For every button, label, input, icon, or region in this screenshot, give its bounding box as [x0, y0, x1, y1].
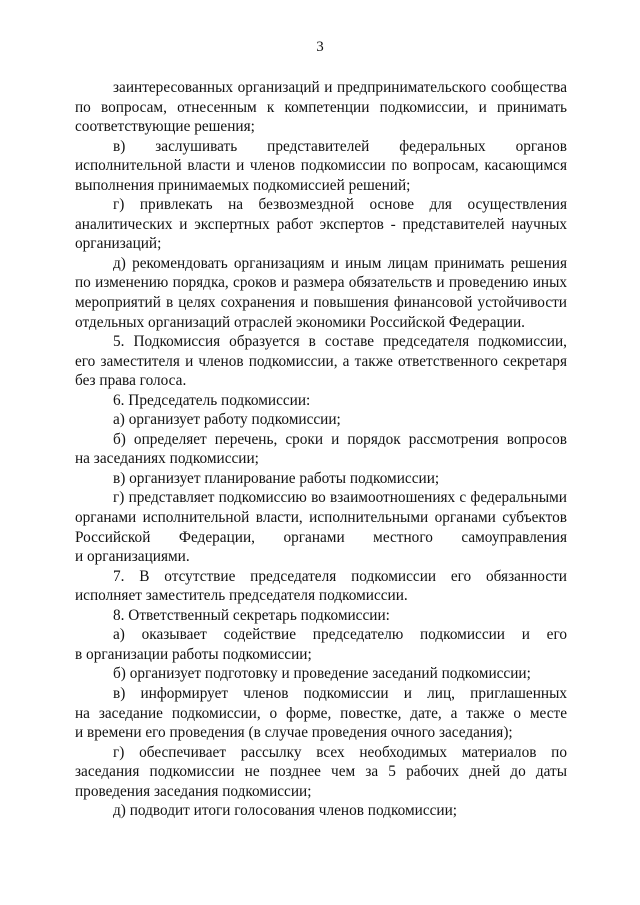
- text-line: заинтересованных организаций и предпринимательского сообщества: [113, 79, 567, 96]
- paragraph: [75, 410, 567, 430]
- text-line: д) рекомендовать организациям и иным лицам принимать решения: [113, 254, 567, 272]
- paragraph: [75, 78, 567, 137]
- text-line: и времени его проведения (в случае проведения очного заседания);: [75, 724, 513, 742]
- text-line: мероприятий в целях сохранения и повышения финансовой устойчивости: [75, 294, 567, 312]
- paragraph: [75, 195, 567, 254]
- text-line: проведения заседания подкомиссии;: [75, 782, 312, 800]
- text-line: по изменению порядка, сроков и размера обязательств и проведению иных: [75, 274, 567, 292]
- text-line: его заместителя и членов подкомиссии, а также ответственного секретаря: [75, 352, 567, 370]
- text-line: отдельных организаций отраслей экономики Российской Федерации.: [75, 313, 525, 331]
- text-line: 8. Ответственный секретарь подкомиссии:: [113, 606, 390, 624]
- text-line: по вопросам, отнесенным к компетенции подкомиссии, и принимать: [75, 98, 567, 116]
- text-line: б) определяет перечень, сроки и порядок рассмотрения вопросов: [113, 430, 567, 448]
- paragraph: [75, 567, 567, 606]
- text-line: 5. Подкомиссия образуется в составе председателя подкомиссии,: [113, 333, 567, 351]
- text-line: в организации работы подкомиссии;: [75, 645, 312, 663]
- text-line: заседания подкомиссии не позднее чем за 5 рабочих дней до даты: [75, 763, 567, 781]
- paragraph: [75, 332, 567, 391]
- text-line: организаций;: [75, 235, 162, 253]
- text-line: исполнительной власти и членов подкомиссии по вопросам, касающимся: [75, 157, 567, 175]
- text-line: 7. В отсутствие председателя подкомиссии его обязанности: [113, 567, 567, 585]
- text-line: г) представляет подкомиссию во взаимоотношениях с федеральными: [113, 489, 567, 507]
- text-line: на заседание подкомиссии, о форме, повестке, дате, а также о месте: [75, 704, 567, 722]
- paragraph: [75, 625, 567, 664]
- paragraph: [75, 391, 567, 411]
- paragraph: [75, 254, 567, 332]
- text-line: б) организует подготовку и проведение заседаний подкомиссии;: [113, 665, 531, 683]
- paragraph: [75, 430, 567, 469]
- text-line: соответствующие решения;: [75, 118, 255, 136]
- text-line: д) подводит итоги голосования членов подкомиссии;: [113, 802, 458, 820]
- text-line: г) обеспечивает рассылку всех необходимых материалов по: [113, 743, 567, 761]
- text-line: а) организует работу подкомиссии;: [113, 411, 341, 429]
- page-number: 3: [316, 39, 324, 55]
- paragraph: [75, 488, 567, 566]
- paragraph: [75, 469, 567, 489]
- text-line: 6. Председатель подкомиссии:: [113, 391, 311, 409]
- text-line: органами исполнительной власти, исполнительными органами субъектов: [75, 509, 567, 527]
- text-line: выполнения принимаемых подкомиссией решений;: [75, 176, 411, 194]
- text-line: и организациями.: [75, 548, 190, 566]
- paragraph: [75, 137, 567, 196]
- text-line: на заседаниях подкомиссии;: [75, 450, 259, 468]
- paragraph: [75, 684, 567, 743]
- paragraph: [75, 743, 567, 802]
- document-body: [75, 78, 567, 821]
- text-line: исполняет заместитель председателя подкомиссии.: [75, 587, 408, 605]
- text-line: в) информирует членов подкомиссии и лиц, приглашенных: [113, 684, 567, 702]
- text-line: а) оказывает содействие председателю подкомиссии и его: [113, 626, 567, 644]
- text-line: Российской Федерации, органами местного самоуправления: [75, 528, 567, 546]
- paragraph: [75, 664, 567, 684]
- text-line: аналитических и экспертных работ экспертов - представителей научных: [75, 215, 567, 233]
- text-line: в) организует планирование работы подкомиссии;: [113, 469, 440, 487]
- text-line: без права голоса.: [75, 372, 187, 390]
- paragraph: [75, 801, 567, 821]
- paragraph: [75, 606, 567, 626]
- text-line: г) привлекать на безвозмездной основе для осуществления: [113, 196, 567, 214]
- text-line: в) заслушивать представителей федеральных органов: [113, 137, 567, 155]
